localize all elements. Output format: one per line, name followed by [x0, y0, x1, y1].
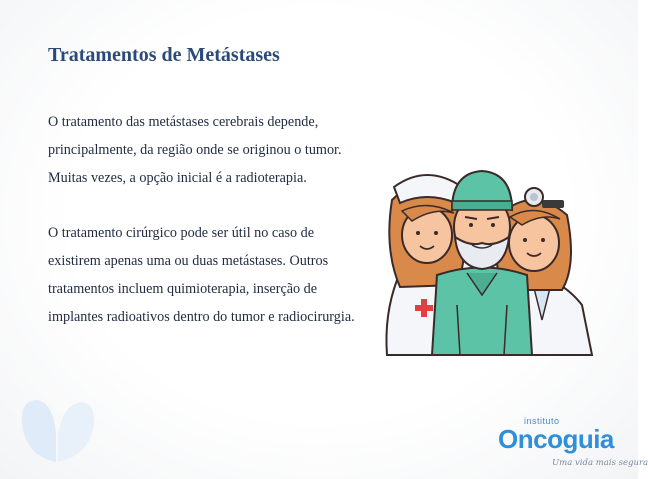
medical-team-illustration — [382, 155, 597, 360]
paragraph-1: O tratamento das metástases cerebrais depende, principalmente, da região onde se originou o tumor. Muitas vezes, a opção inicial é a radioterapia. — [48, 114, 342, 186]
paragraph-2: O tratamento cirúrgico pode ser útil no caso de existirem apenas uma ou duas metástases. Outros tratamentos incluem quimioterapia, inserção de implantes radioativos dentro do tumor e radiocirurgia. — [48, 225, 355, 325]
oncoguia-logo — [490, 416, 648, 474]
logo-tagline: Uma vida mais segura — [552, 458, 648, 468]
logo-small-text: instituto — [524, 416, 560, 426]
slide-title: Tratamentos de Metástases — [48, 44, 280, 66]
slide-body — [48, 109, 368, 331]
logo-main-text: Oncoguia — [498, 424, 614, 454]
butterfly-icon — [16, 396, 98, 466]
